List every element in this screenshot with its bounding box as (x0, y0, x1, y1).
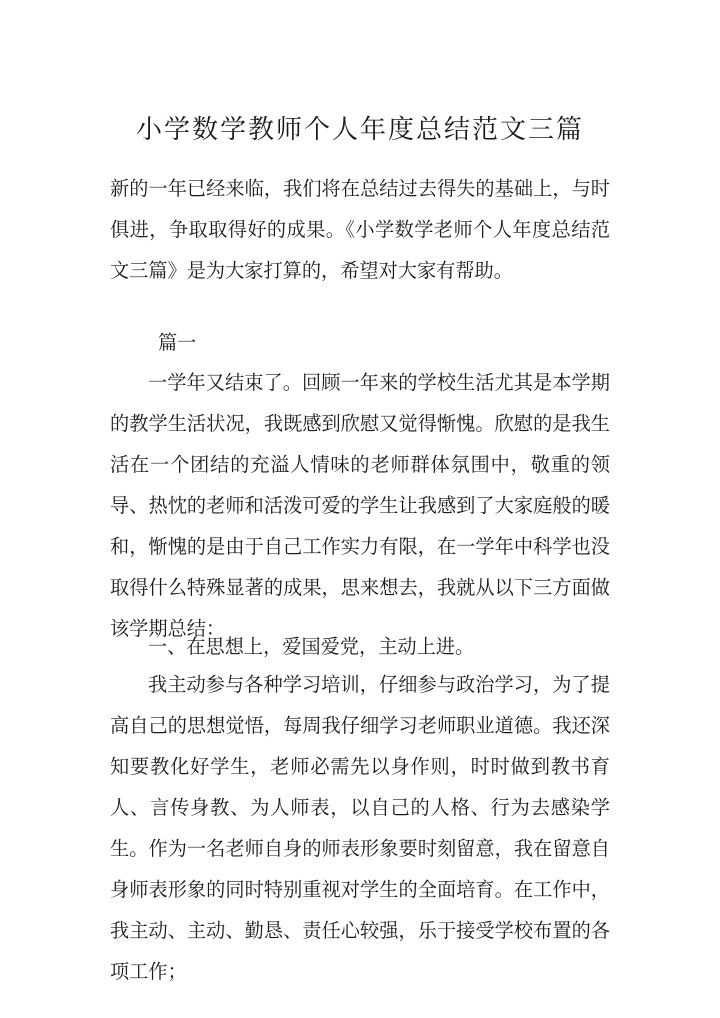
intro-paragraph: 新的一年已经来临，我们将在总结过去得失的基础上，与时俱进，争取取得好的成果。《小学数学老师个人年度总结范文三篇》是为大家打算的，希望对大家有帮助。 (110, 177, 610, 282)
document-title: 小学数学教师个人年度总结范文三篇 (135, 115, 584, 145)
point-heading-1: 一、在思想上，爱国爱党，主动上进。 (148, 635, 475, 658)
body-paragraph-2: 我主动参与各种学习培训，仔细参与政治学习，为了提高自己的思想觉悟，每周我仔细学习老师职业道德。我还深知要教化好学生，老师必需先以身作则，时时做到教书育人、言传身教、为人师表，以自己的人格、行为去感染学生。作为一名老师自身的师表形象要时刻留意，我在留意自身师表形象的同时特别重视对学生的全面培育。在工作中，我主动、主动、勤恳、责任心较强，乐于接受学校布置的各项工作； (110, 673, 610, 983)
section-heading: 篇一 (158, 331, 197, 354)
body-paragraph-1: 一学年又结束了。回顾一年来的学校生活尤其是本学期的教学生活状况，我既感到欣慰又觉得惭愧。欣慰的是我生活在一个团结的充溢人情味的老师群体氛围中，敬重的领导、热忱的老师和活泼可爱的学生让我感到了大家庭般的暖和，惭愧的是由于自己工作实力有限，在一学年中科学也没取得什么特殊显著的成果，思来想去，我就从以下三方面做该学期总结： (110, 371, 610, 640)
